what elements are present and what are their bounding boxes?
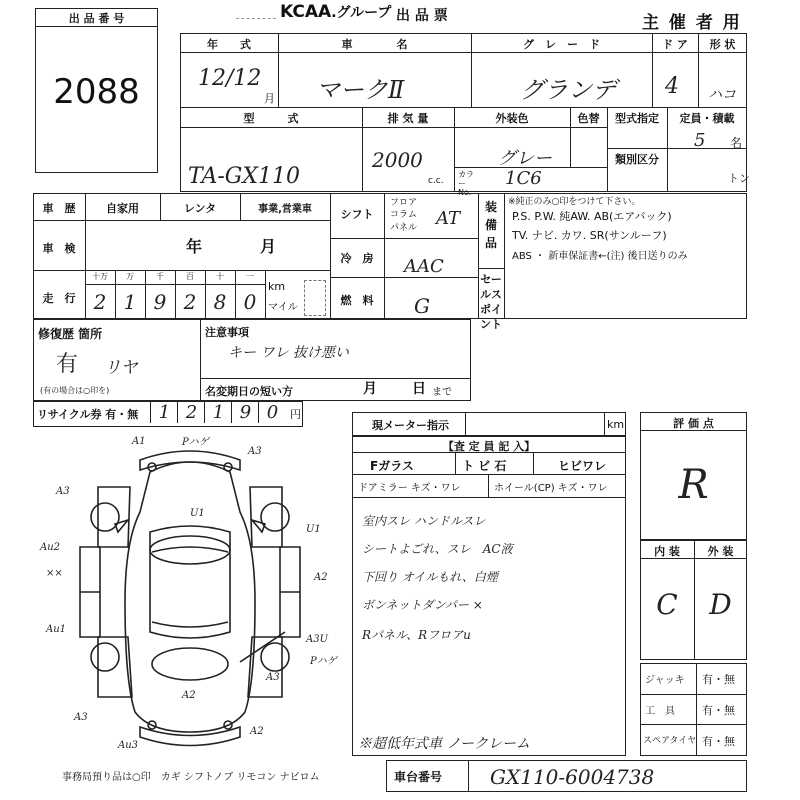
inspector-note-3: 下回り オイルもれ、白煙: [362, 570, 498, 584]
shape-label: 形 状: [709, 38, 736, 51]
repair-note: (有の場合は○印を): [40, 386, 110, 395]
mileage-digit-header: 一: [246, 272, 254, 281]
fuel-label: 燃 料: [340, 294, 374, 307]
shape-value: ハコ: [708, 87, 736, 103]
grade-value: グランデ: [520, 76, 616, 104]
rating-label: 評 価 点: [673, 417, 714, 430]
shift-value: AT: [436, 208, 461, 229]
exterior-color-value: グレー: [498, 148, 552, 169]
diagram-mark-a1-front: A1: [132, 436, 146, 447]
fuel-value: G: [414, 294, 430, 318]
diagram-mark-a3-rear-left: A3: [74, 712, 88, 723]
diagram-mark-u1-hood: U1: [190, 508, 205, 519]
equipment-label: 装備品: [484, 200, 497, 250]
interior-label: 内 装: [654, 545, 680, 558]
displacement-label: 排 気 量: [387, 112, 429, 125]
ac-label: 冷 房: [340, 252, 374, 265]
diagram-mark-paint-right: Pハゲ: [310, 656, 337, 667]
recycle-digit: 1: [150, 402, 178, 423]
class-label: 類別区分: [615, 153, 659, 166]
spare-label: スペアタイヤ: [643, 736, 697, 746]
model-type-label: 型 式: [243, 112, 299, 125]
inspection-month: 月: [260, 237, 277, 256]
equipment-note: ※純正のみ○印をつけて下さい。: [508, 197, 641, 207]
name-change-day: 日: [412, 381, 426, 397]
history-private[interactable]: 自家用: [106, 202, 139, 215]
color-no-label: カラー No.: [458, 170, 474, 197]
type-spec-label: 型式指定: [615, 112, 659, 125]
jack-value[interactable]: 有・無: [702, 673, 735, 686]
header-title: 出 品 票: [396, 8, 448, 24]
mileage-digit: 2: [183, 290, 197, 314]
diagram-mark-xx-left: ××: [46, 568, 63, 579]
exterior-label: 外 装: [707, 545, 734, 558]
door-value: 4: [665, 74, 679, 99]
mileage-digit: 2: [93, 290, 107, 314]
tool-value[interactable]: 有・無: [702, 704, 735, 717]
caution-value: キー ワレ 抜け悪い: [228, 345, 349, 361]
name-change-month: 月: [363, 381, 377, 397]
glass-label: Fガラス: [370, 459, 414, 473]
mileage-digit-header: 千: [156, 272, 164, 281]
car-name-value: マークⅡ: [316, 76, 405, 104]
diagram-mark-a3-rear-right: A3: [266, 672, 280, 683]
year-label: 年 式: [207, 38, 251, 51]
capacity-unit: 名: [730, 136, 743, 150]
mileage-label: 走 行: [42, 292, 76, 305]
inspection-label: 車 検: [42, 242, 76, 255]
shift-option-panel[interactable]: パネル: [390, 223, 418, 233]
header-copy: 主 催 者 用: [642, 13, 742, 33]
repair-label: 修復歴 箇所: [38, 327, 103, 341]
diagram-mark-a3-front-right: A3: [248, 446, 262, 457]
shift-option-column[interactable]: コラム: [390, 210, 417, 220]
diagram-mark-a2-right: A2: [314, 572, 328, 583]
meter-unit: km: [607, 418, 625, 431]
mile-unit: マイル: [268, 302, 298, 313]
caution-label: 注意事項: [205, 326, 249, 339]
mirror-label[interactable]: ドアミラー キズ・ワレ: [358, 483, 461, 494]
month-unit: 月: [264, 92, 275, 105]
lot-number: 2088: [53, 72, 140, 112]
name-change-until: まで: [432, 387, 452, 398]
history-label: 車 歴: [42, 202, 76, 215]
inspector-bottom-note: ※超低年式車 ノークレーム: [358, 736, 531, 752]
rating-value: R: [678, 462, 709, 508]
equipment-line3[interactable]: ABS ・ 新車保証書←(注) 後日送りのみ: [512, 251, 688, 262]
diagram-mark-a2-roof: A2: [182, 690, 196, 701]
door-label: ド ア: [662, 38, 688, 51]
repair-location: リヤ: [104, 358, 138, 378]
diagram-mark-a3u-right: A3U: [306, 634, 329, 645]
history-business[interactable]: 事業,営業車: [258, 204, 312, 215]
exterior-color-label: 外装色: [495, 112, 529, 125]
wheel-label[interactable]: ホイール(CP) キズ・ワレ: [494, 483, 608, 494]
header-brand: KCAA.グループ: [280, 2, 392, 22]
recycle-digit: 1: [204, 402, 232, 423]
jack-label: ジャッキ: [645, 675, 685, 686]
grade-label: グ レ ー ド: [523, 38, 600, 51]
cc-unit: c.c.: [428, 176, 444, 186]
glass-crack[interactable]: ヒビワレ: [558, 459, 607, 473]
ac-value: AAC: [404, 256, 444, 277]
mileage-digit: 8: [213, 290, 227, 314]
repair-value: 有: [56, 352, 79, 377]
mileage-digit-header: 万: [126, 272, 134, 281]
capacity-label: 定員・積載: [679, 112, 735, 125]
car-name-label: 車 名: [341, 38, 408, 51]
displacement-value: 2000: [372, 148, 423, 172]
name-change-label: 名変期日の短い方: [205, 385, 293, 398]
model-type-value: TA-GX110: [188, 164, 301, 189]
mileage-digit: 0: [243, 290, 257, 314]
diagram-mark-au2-left: Au2: [40, 542, 61, 553]
shift-option-floor[interactable]: フロア: [390, 198, 418, 208]
mileage-digit: 1: [123, 290, 137, 314]
diagram-mark-au3-rear: Au3: [118, 740, 139, 751]
inspector-title: 【査 定 員 記 入】: [442, 440, 536, 453]
mile-checkbox[interactable]: [304, 280, 326, 316]
inspector-note-2: シートよごれ、スレ AC液: [362, 542, 513, 556]
km-unit: km: [268, 280, 286, 293]
mileage-digit-header: 百: [186, 272, 194, 281]
mileage-digit-header: 十: [216, 272, 224, 281]
color-change-label: 色替: [577, 112, 600, 125]
chassis-label: 車台番号: [394, 770, 443, 784]
selling-points-label: セールスポイント: [480, 273, 502, 331]
recycle-digit: 2: [177, 402, 205, 423]
inspector-note-4: ボンネットダンパー ×: [362, 598, 483, 612]
recycle-yen: 円: [290, 408, 301, 421]
glass-value[interactable]: ト ビ 石: [462, 459, 507, 473]
inspector-note-1: 室内スレ ハンドルスレ: [362, 514, 486, 528]
mileage-digit-header: 十万: [92, 272, 108, 281]
inspector-note-5: Rパネル、Rフロアu: [362, 628, 471, 642]
equipment-line2[interactable]: TV. ナビ. カワ. SR(サンルーフ): [512, 229, 667, 242]
mileage-digit: 9: [153, 290, 167, 314]
tool-label: 工 具: [645, 706, 675, 717]
meter-label: 現メーター指示: [372, 419, 449, 432]
interior-value: C: [656, 588, 678, 621]
color-no-value: 1C6: [505, 168, 542, 189]
recycle-label: リサイクル券 有・無: [37, 408, 139, 421]
chassis-value: GX110-6004738: [490, 765, 655, 789]
diagram-mark-au1-left: Au1: [46, 624, 67, 635]
diagram-mark-a2-rear-right: A2: [250, 726, 264, 737]
equipment-line1[interactable]: P.S. P.W. 純AW. AB(エアバック): [512, 210, 672, 223]
spare-value[interactable]: 有・無: [702, 735, 735, 748]
recycle-digit: 9: [231, 402, 259, 423]
ton-unit: トン: [728, 172, 750, 185]
capacity-value: 5: [694, 130, 706, 151]
shift-label: シフト: [340, 208, 374, 221]
exterior-value: D: [709, 588, 732, 621]
lot-number-label: 出 品 番 号: [68, 12, 125, 25]
year-value: 12/12: [198, 66, 262, 91]
inspection-year: 年: [186, 237, 203, 256]
history-rental[interactable]: レンタ: [183, 202, 217, 215]
diagram-mark-paint-front: Pハゲ: [182, 437, 209, 448]
recycle-digit: 0: [258, 402, 286, 423]
diagram-mark-a3-left: A3: [56, 486, 70, 497]
diagram-mark-u1-right: U1: [306, 524, 321, 535]
office-note: 事務局預り品は○印 カギ シフトノブ リモコン ナビロム: [62, 772, 320, 783]
